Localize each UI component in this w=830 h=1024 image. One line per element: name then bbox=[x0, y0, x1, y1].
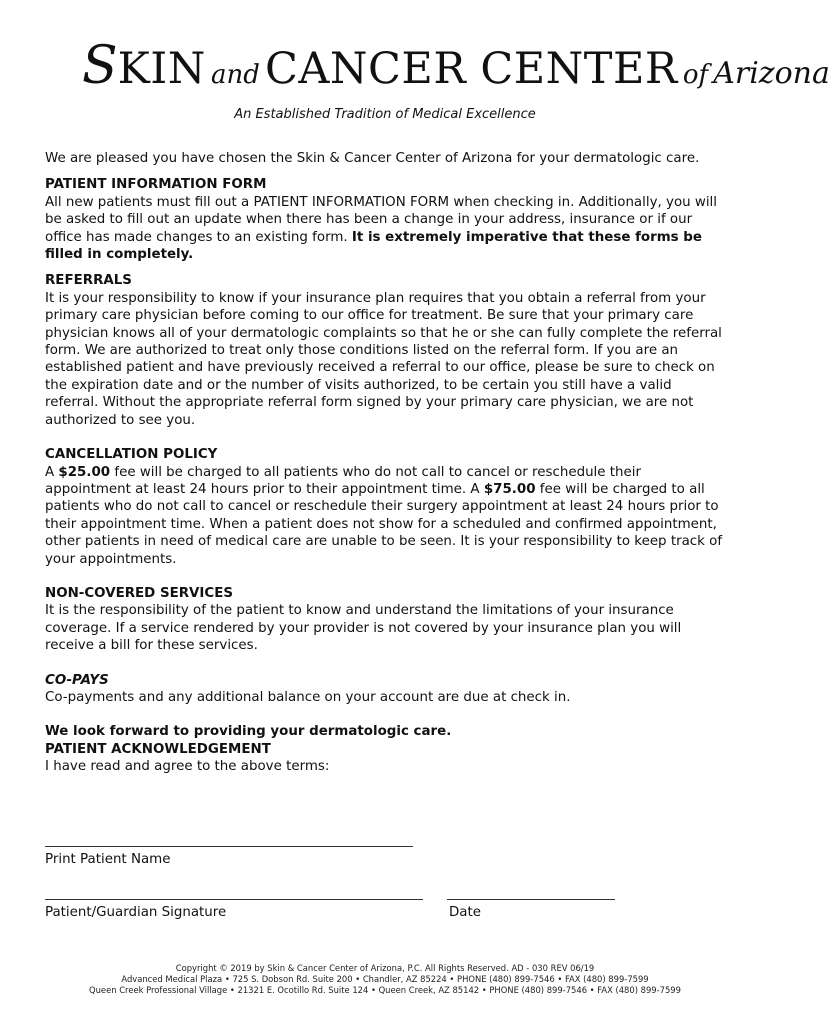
print-name-line[interactable] bbox=[45, 846, 413, 847]
logo-initial: S bbox=[82, 36, 118, 96]
logo-word-and: and bbox=[210, 60, 260, 90]
non-covered-paragraph: It is the responsibility of the patient to know and understand the limitations of your insurance coverage. If a service rendered by your provider is not covered by your insurance plan you will receive a bill for these services. bbox=[45, 603, 682, 654]
closing-line: We look forward to providing your dermatologic care. bbox=[45, 724, 452, 740]
footer bbox=[0, 963, 770, 996]
document-body bbox=[45, 150, 725, 776]
intro-paragraph: We are pleased you have chosen the Skin & Cancer Center of Arizona for your dermatologic care. bbox=[45, 151, 700, 166]
acknowledgement-text: I have read and agree to the above terms: bbox=[45, 759, 330, 775]
logo-word-arizona: Arizona bbox=[713, 56, 830, 91]
patient-info-emphasis: It is extremely imperative that these forms be filled in completely. bbox=[45, 229, 702, 263]
footer-copyright: Copyright © 2019 by Skin & Cancer Center of Arizona, P.C. All Rights Reserved. AD - 030 REV 06/19 bbox=[175, 963, 595, 973]
logo-word-cancer-center: CANCER CENTER bbox=[264, 44, 678, 94]
date-line[interactable] bbox=[447, 899, 615, 900]
copays-paragraph: Co-payments and any additional balance on your account are due at check in. bbox=[45, 689, 571, 705]
patient-info-paragraph bbox=[45, 194, 725, 264]
tagline: An Established Tradition of Medical Excellence bbox=[234, 107, 536, 122]
cancellation-text-c: fee will be charged to all patients who do not call to cancel or reschedule their surgery appointment at least 24 hours prior to their appointment time. When a patient does not show for a scheduled and confirmed appointment, other patients in need of medical care are unable to be seen. It is your responsibility to keep track of your appointments. bbox=[45, 481, 723, 567]
date-label: Date bbox=[449, 905, 482, 920]
signature-label: Patient/Guardian Signature bbox=[45, 905, 227, 920]
acknowledgement-heading: PATIENT ACKNOWLEDGEMENT bbox=[45, 741, 271, 757]
referrals-paragraph: It is your responsibility to know if your insurance plan requires that you obtain a referral from your primary care physician before coming to our office for treatment. Be sure that your primary care physician knows all of your dermatologic complaints so that he or she can fully complete the referral form. We are authorized to treat only those conditions listed on the referral form. If you are an established patient and have previously received a referral to our office, please be sure to check on the expiration date and or the number of visits authorized, to be certain you still have a valid referral. Without the appropriate referral form signed by your primary care physician, we are not authorized to see you. bbox=[45, 290, 722, 428]
cancellation-text-b: fee will be charged to all patients who do not call to cancel or reschedule their appointment at least 24 hours prior to their appointment time. A bbox=[45, 464, 641, 497]
cancellation-text-a: A bbox=[45, 464, 59, 480]
print-name-label: Print Patient Name bbox=[45, 852, 171, 867]
cancellation-paragraph bbox=[45, 464, 725, 568]
footer-address-queen-creek: Queen Creek Professional Village • 21321 E. Ocotillo Rd. Suite 124 • Queen Creek, AZ 85142 • PHONE (480) 899-7546 • FAX (480) 899-7599 bbox=[89, 985, 681, 995]
footer-address-chandler: Advanced Medical Plaza • 725 S. Dobson Rd. Suite 200 • Chandler, AZ 85224 • PHONE (480) 899-7546 • FAX (480) 899-7599 bbox=[121, 974, 649, 984]
patient-info-body: All new patients must fill out a PATIENT INFORMATION FORM when checking in. Additionally, you will be asked to fill out an update when there has been a change in your address, insurance or if our office has made changes to an existing form. bbox=[45, 194, 717, 245]
cancellation-heading: CANCELLATION POLICY bbox=[45, 447, 218, 463]
referrals-heading: REFERRALS bbox=[45, 273, 132, 289]
logo-word-of: of bbox=[682, 60, 709, 90]
cancellation-fee-25: $25.00 bbox=[58, 464, 111, 480]
non-covered-heading: NON-COVERED SERVICES bbox=[45, 585, 234, 601]
clinic-logo bbox=[82, 30, 830, 96]
logo-word-skin: KIN bbox=[117, 44, 206, 94]
signature-line[interactable] bbox=[45, 899, 423, 900]
patient-info-heading: PATIENT INFORMATION FORM bbox=[45, 177, 267, 193]
copays-heading: CO-PAYS bbox=[45, 672, 109, 688]
cancellation-fee-75: $75.00 bbox=[483, 481, 536, 497]
